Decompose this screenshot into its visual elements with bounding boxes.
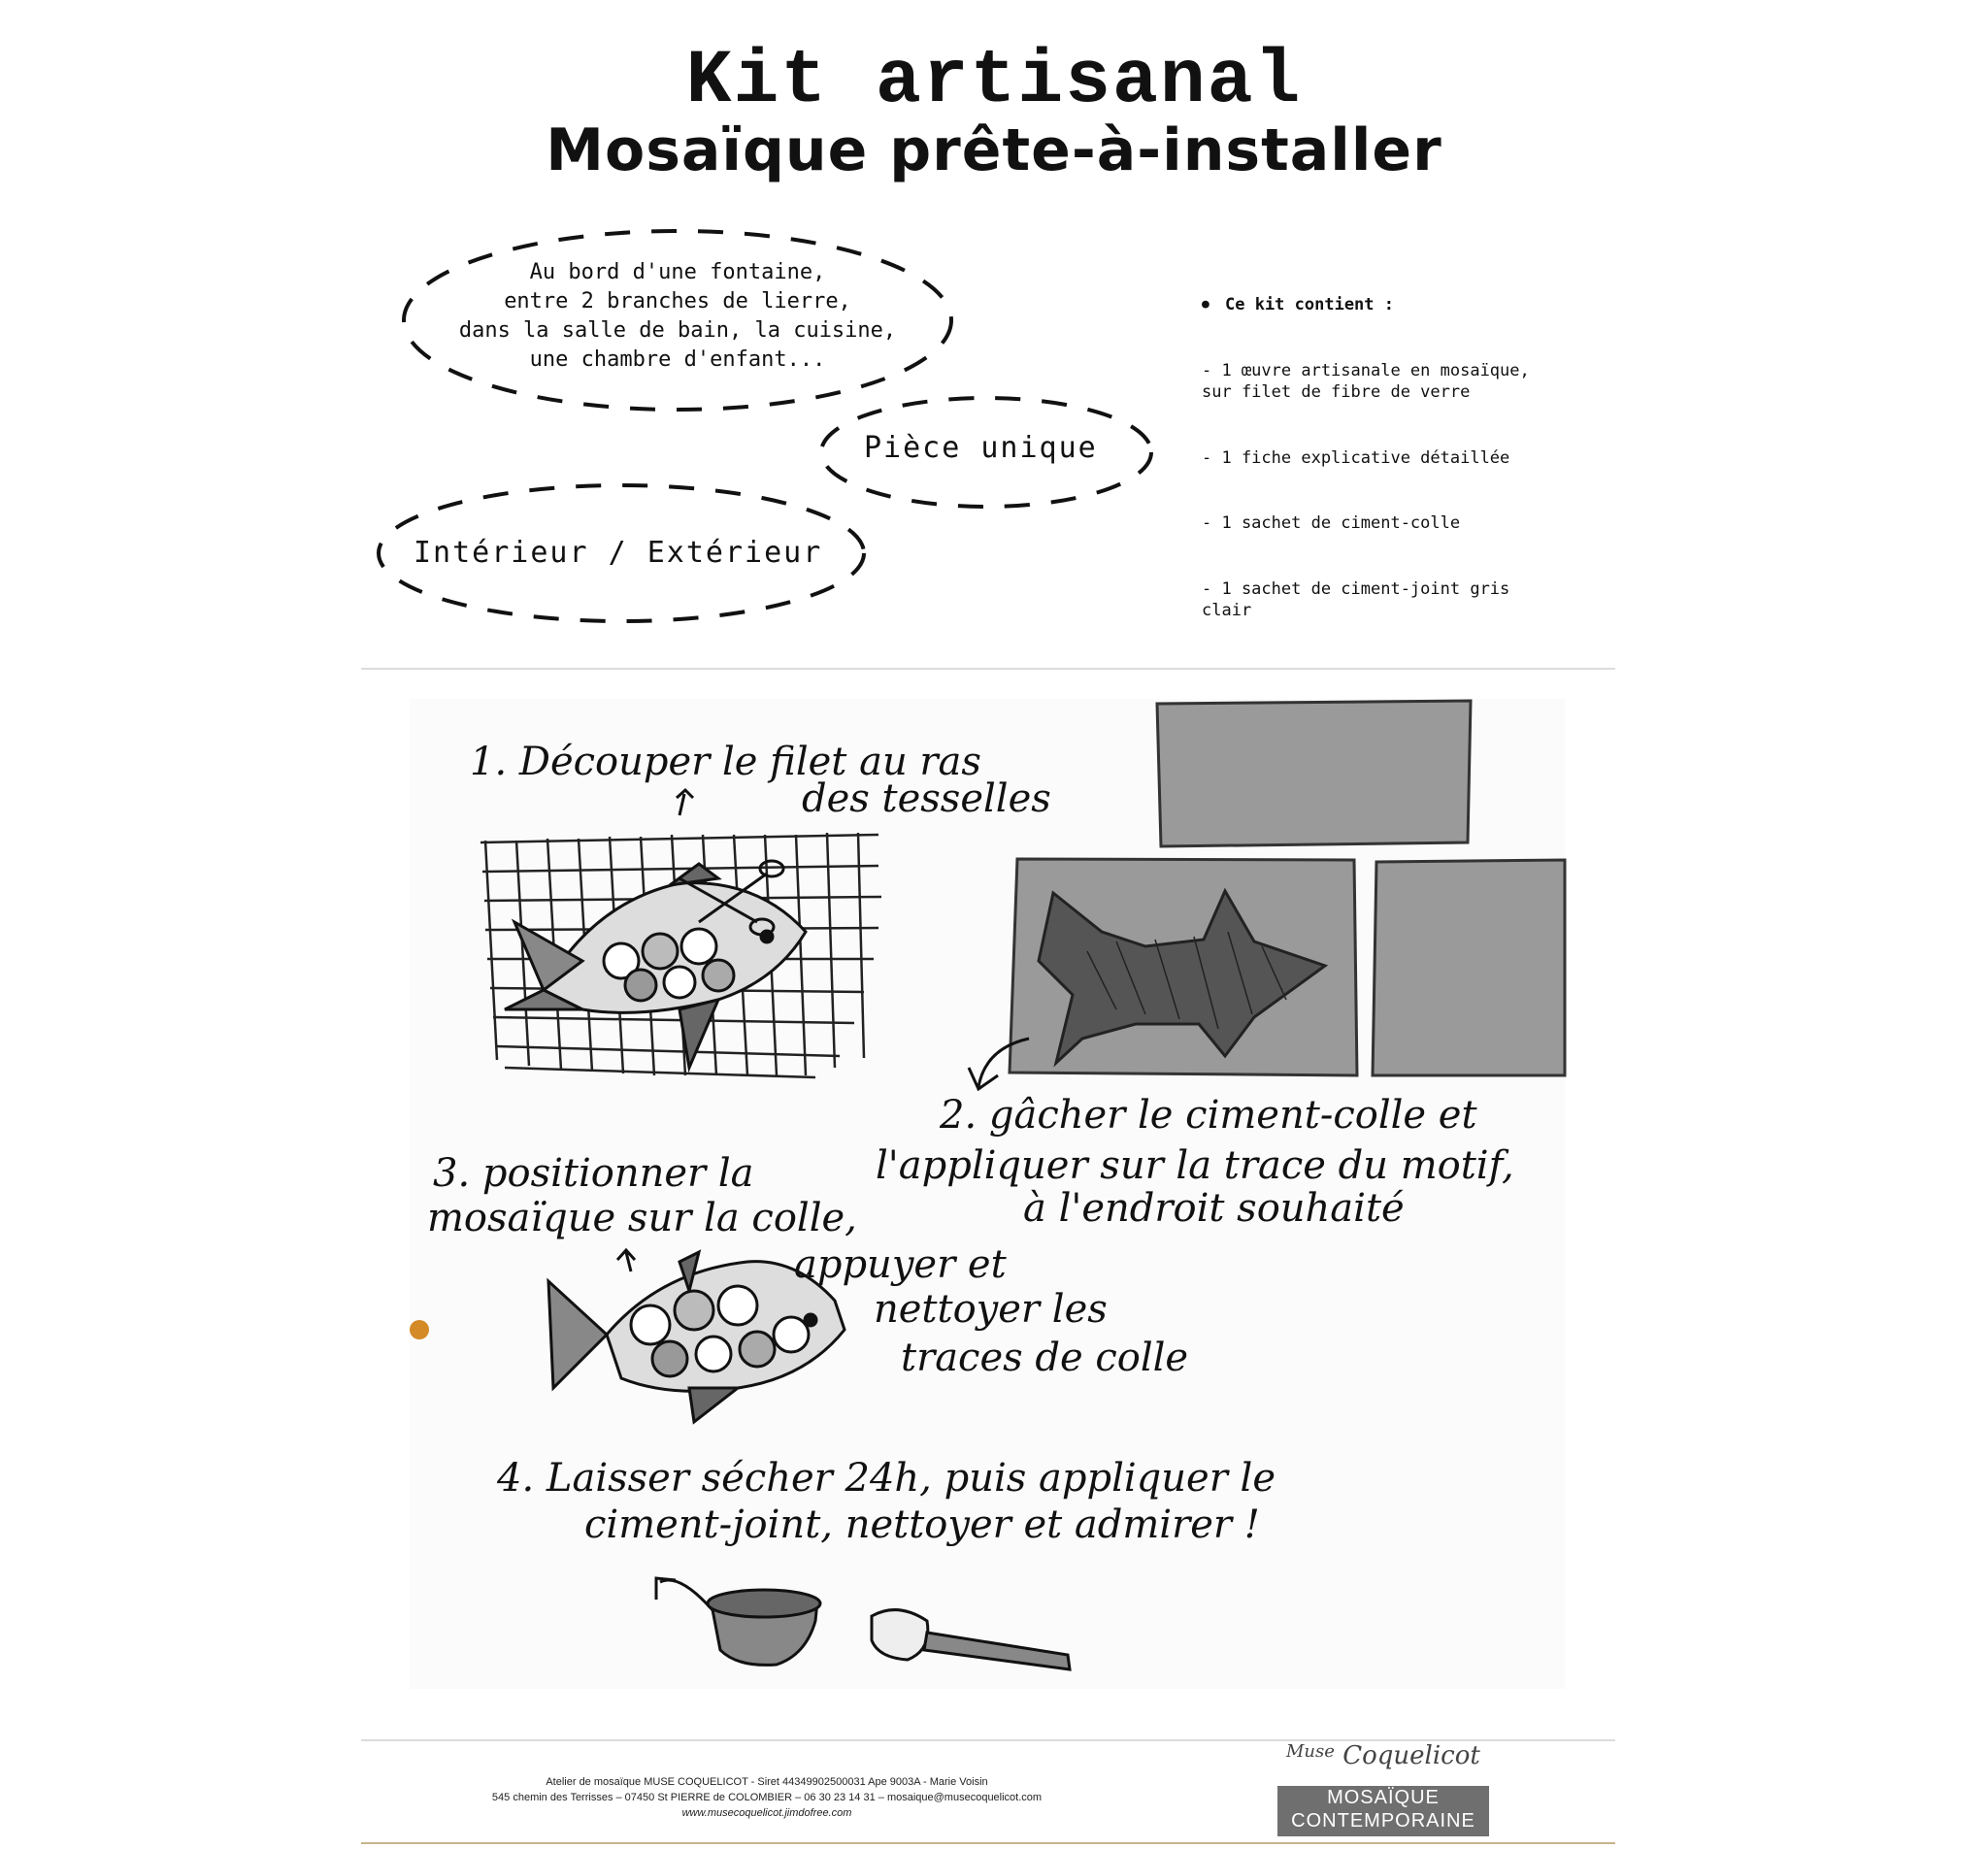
intro-line: une chambre d'enfant... — [529, 347, 826, 372]
step2-line2: l'appliquer sur la trace du motif, — [876, 1143, 1514, 1188]
logo-line: CONTEMPORAINE — [1291, 1810, 1475, 1832]
footer-line: www.musecoquelicot.jimdofree.com — [681, 1807, 852, 1819]
logo-line: MOSAÏQUE — [1327, 1787, 1440, 1808]
logo-badge — [1277, 1786, 1489, 1836]
logo-wordmark — [1286, 1741, 1480, 1770]
bowl-icon — [708, 1590, 820, 1665]
footer-contact — [427, 1774, 1107, 1821]
page-title: Kit artisanal — [685, 39, 1303, 124]
step3-line5: traces de colle — [901, 1336, 1189, 1380]
wall-tile — [1157, 701, 1471, 846]
step1-line1: 1. Découper le filet au ras — [470, 740, 981, 784]
step3-line1: 3. positionner la — [433, 1151, 754, 1196]
divider — [361, 1842, 1615, 1844]
orange-dot-decoration — [410, 1320, 429, 1339]
step4-line1: 4. Laisser sécher 24h, puis appliquer le — [497, 1456, 1276, 1501]
footer-line: 545 chemin des Terrisses – 07450 St PIERRE de COLOMBIER – 06 30 23 14 31 – mosaique@musecoquelicot.com — [491, 1792, 1043, 1803]
arrow-icon — [656, 1578, 713, 1611]
step3-line2: mosaïque sur la colle, — [427, 1196, 857, 1240]
arrow-icon — [677, 790, 693, 815]
logo-coquelicot: Coquelicot — [1342, 1741, 1480, 1770]
page-subtitle: Mosaïque prête-à-installer — [546, 116, 1442, 184]
spatula-icon — [872, 1610, 1070, 1669]
kit-item: - 1 fiche explicative détaillée — [1202, 447, 1510, 468]
step3-line4: nettoyer les — [874, 1287, 1108, 1332]
logo-muse: Muse — [1286, 1741, 1335, 1762]
kit-item: - 1 sachet de ciment-colle — [1202, 513, 1461, 533]
footer-line: Atelier de mosaïque MUSE COQUELICOT - Siret 44349902500031 Ape 9003A - Marie Voisin — [546, 1776, 988, 1788]
step2-line1: 2. gâcher le ciment-colle et — [940, 1093, 1477, 1138]
intro-line: entre 2 branches de lierre, — [504, 289, 851, 314]
intro-line: Au bord d'une fontaine, — [529, 260, 826, 284]
wall-tile — [1373, 860, 1565, 1075]
kit-contents-heading: ● Ce kit contient : — [1202, 294, 1609, 316]
arrow-icon — [617, 1250, 635, 1271]
step1-line2: des tesselles — [802, 776, 1051, 821]
step3-line3: appuyer et — [794, 1242, 1007, 1287]
kit-item: - 1 sachet de ciment-joint gris clair — [1202, 578, 1510, 620]
step4-line2: ciment-joint, nettoyer et admirer ! — [584, 1502, 1260, 1547]
location-label: Intérieur / Extérieur — [414, 536, 823, 570]
step2-line3: à l'endroit souhaité — [1023, 1186, 1405, 1231]
intro-line: dans la salle de bain, la cuisine, — [458, 318, 897, 343]
unique-label: Pièce unique — [864, 431, 1098, 465]
kit-item: - 1 œuvre artisanale en mosaïque, sur filet de fibre de verre — [1202, 360, 1530, 402]
